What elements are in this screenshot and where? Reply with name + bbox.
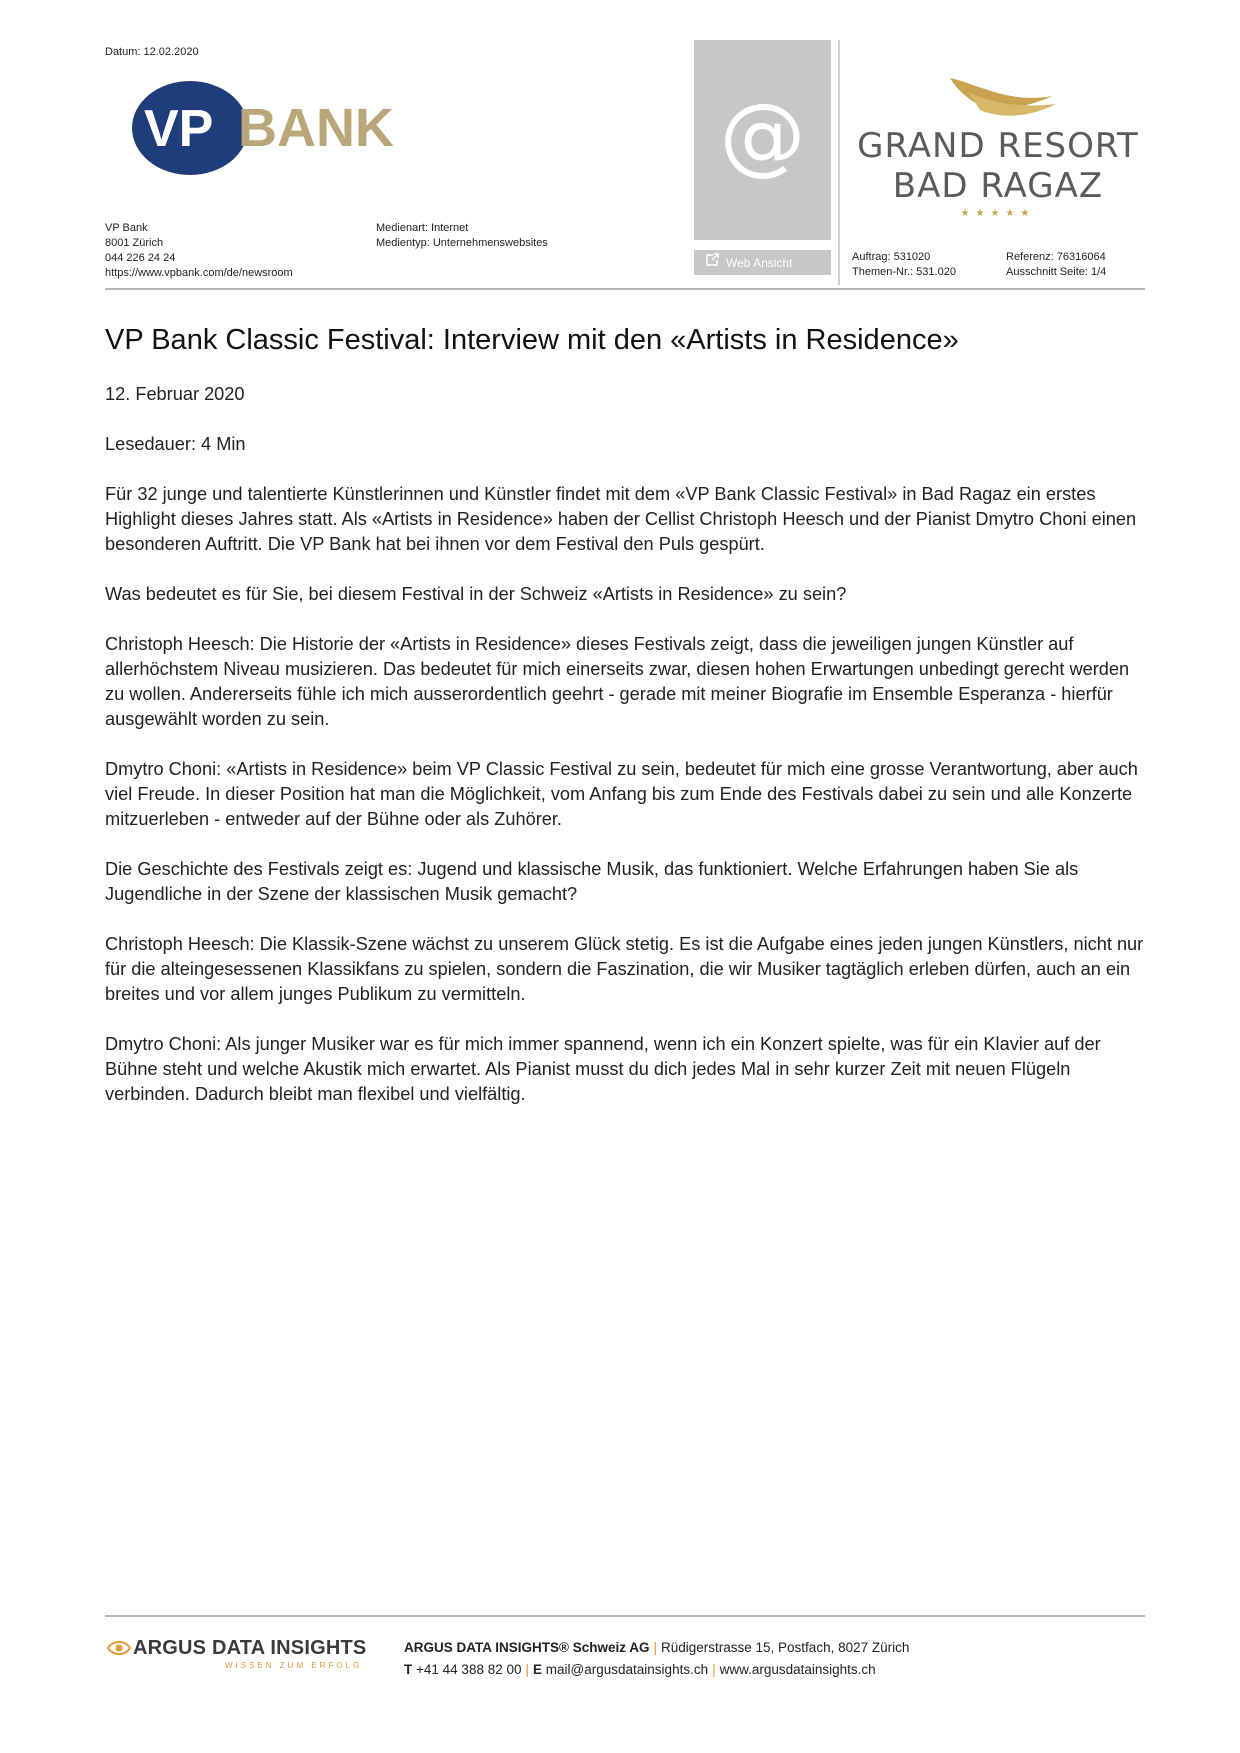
reading-time: Lesedauer: 4 Min — [105, 434, 246, 454]
web-view-button[interactable] — [694, 250, 831, 275]
footer-separator: | — [653, 1640, 657, 1655]
footer-email-prefix: E — [533, 1662, 543, 1677]
order-left — [852, 250, 956, 280]
article-paragraph: Christoph Heesch: Die Klassik-Szene wächst zu unserem Glück stetig. Es ist die Aufgabe eines jeden jungen Künstlers, nicht nur für die alteingesessenen Klassikfans zu spielen, sondern die Faszination, die wir Musiker tagtäglich erleben dürfen, auch an ein breites und vor allem junges Publikum zu vermitteln. — [105, 934, 1144, 1004]
argus-logo-tagline: WISSEN ZUM ERFOLG — [225, 1661, 363, 1670]
resort-name-line2: BAD RAGAZ — [892, 166, 1104, 206]
resort-name-line1: GRAND RESORT — [857, 126, 1139, 166]
article-paragraph: Was bedeutet es für Sie, bei diesem Festival in der Schweiz «Artists in Residence» zu sein? — [105, 584, 847, 604]
footer-email[interactable]: mail@argusdatainsights.ch — [545, 1662, 709, 1677]
article-paragraph: Dmytro Choni: Als junger Musiker war es für mich immer spannend, wenn ich ein Konzert spielte, was für ein Klavier auf der Bühne steht und welche Akustik mich erwartet. Als Pianist musst du dich jedes Mal in sehr kurzer Zeit mit neuen Flügeln verbinden. Dadurch bleibt man flexibel und vielfältig. — [105, 1034, 1101, 1104]
article-paragraph: Für 32 junge und talentierte Künstlerinnen und Künstler findet mit dem «VP Bank Classic Festival» in Bad Ragaz ein erstes Highlight dieses Jahres statt. Als «Artists in Residence» haben der Cellist Christoph Heesch und der Pianist Dmytro Choni einen besonderen Auftritt. Die VP Bank hat bei ihnen vor dem Festival den Puls gespürt. — [105, 484, 1137, 554]
article-paragraph: Die Geschichte des Festivals zeigt es: Jugend und klassische Musik, das funktioniert. Welche Erfahrungen haben Sie als Jugendliche in der Szene der klassischen Musik gemacht? — [105, 859, 1079, 904]
header-divider — [838, 40, 840, 285]
article-body — [105, 382, 1145, 1132]
argus-logo-name: ARGUS DATA INSIGHTS — [133, 1637, 367, 1659]
media-category: Medientyp: Unternehmenswebsites — [376, 237, 548, 249]
grand-resort-logo — [848, 68, 1148, 238]
footer-separator: | — [525, 1662, 530, 1677]
media-block — [376, 221, 548, 251]
footer-address: Rüdigerstrasse 15, Postfach, 8027 Zürich — [660, 1640, 910, 1655]
argus-logo — [107, 1637, 367, 1677]
source-url[interactable]: https://www.vpbank.com/de/newsroom — [105, 267, 293, 279]
resort-stars: ★★★★★ — [960, 208, 1036, 219]
header-rule — [105, 288, 1145, 290]
web-thumbnail[interactable] — [694, 40, 831, 240]
order-number: Auftrag: 531020 — [852, 251, 931, 263]
vp-logo-bank: BANK — [238, 98, 394, 158]
document-date: Datum: 12.02.2020 — [105, 46, 199, 58]
footer-phone-prefix: T — [404, 1662, 413, 1677]
source-block — [105, 221, 293, 281]
footer-rule — [105, 1615, 1145, 1617]
article-paragraph: Christoph Heesch: Die Historie der «Artists in Residence» dieses Festivals zeigt, dass die jeweiligen jungen Künstler auf allerhöchstem Niveau musizieren. Das bedeutet für mich einerseits zwar, diesen hohen Erwartungen unbedingt gerecht werden zu wollen. Andererseits fühle ich mich ausserordentlich geehrt - gerade mit meiner Biografie im Ensemble Esperanza - hierfür ausgewählt worden zu sein. — [105, 634, 1130, 729]
article-date: 12. Februar 2020 — [105, 384, 245, 404]
article-title: VP Bank Classic Festival: Interview mit den «Artists in Residence» — [105, 324, 959, 356]
article-paragraph: Dmytro Choni: «Artists in Residence» beim VP Classic Festival zu sein, bedeutet für mich eine grosse Verantwortung, aber auch viel Freude. In dieser Position hat man die Möglichkeit, vom Anfang bis zum Ende des Festivals dabei zu sein und alle Konzerte mitzuerleben - entweder auf der Bühne oder als Zuhörer. — [105, 759, 1138, 829]
footer-contact-line — [404, 1659, 876, 1681]
external-link-icon — [704, 250, 720, 275]
source-name: VP Bank — [105, 222, 148, 234]
reference-number: Referenz: 76316064 — [1006, 251, 1106, 263]
footer-phone[interactable]: +41 44 388 82 00 — [416, 1662, 522, 1677]
page-indicator: Ausschnitt Seite: 1/4 — [1006, 266, 1107, 278]
at-icon: @ — [719, 85, 806, 185]
footer-company: ARGUS DATA INSIGHTS® Schweiz AG — [404, 1640, 650, 1655]
source-phone: 044 226 24 24 — [105, 252, 176, 264]
footer-separator: | — [712, 1662, 716, 1677]
argus-eye-icon — [107, 1639, 131, 1657]
wing-icon — [948, 74, 1058, 124]
footer-website[interactable]: www.argusdatainsights.ch — [719, 1662, 876, 1677]
footer-company-line — [404, 1637, 909, 1659]
order-right — [1006, 250, 1106, 280]
topic-number: Themen-Nr.: 531.020 — [852, 266, 956, 278]
media-type: Medienart: Internet — [376, 222, 469, 234]
source-city: 8001 Zürich — [105, 237, 164, 249]
vp-bank-logo — [130, 78, 430, 178]
web-view-label: Web Ansicht — [726, 256, 793, 270]
vp-logo-letters: VP — [144, 100, 214, 158]
